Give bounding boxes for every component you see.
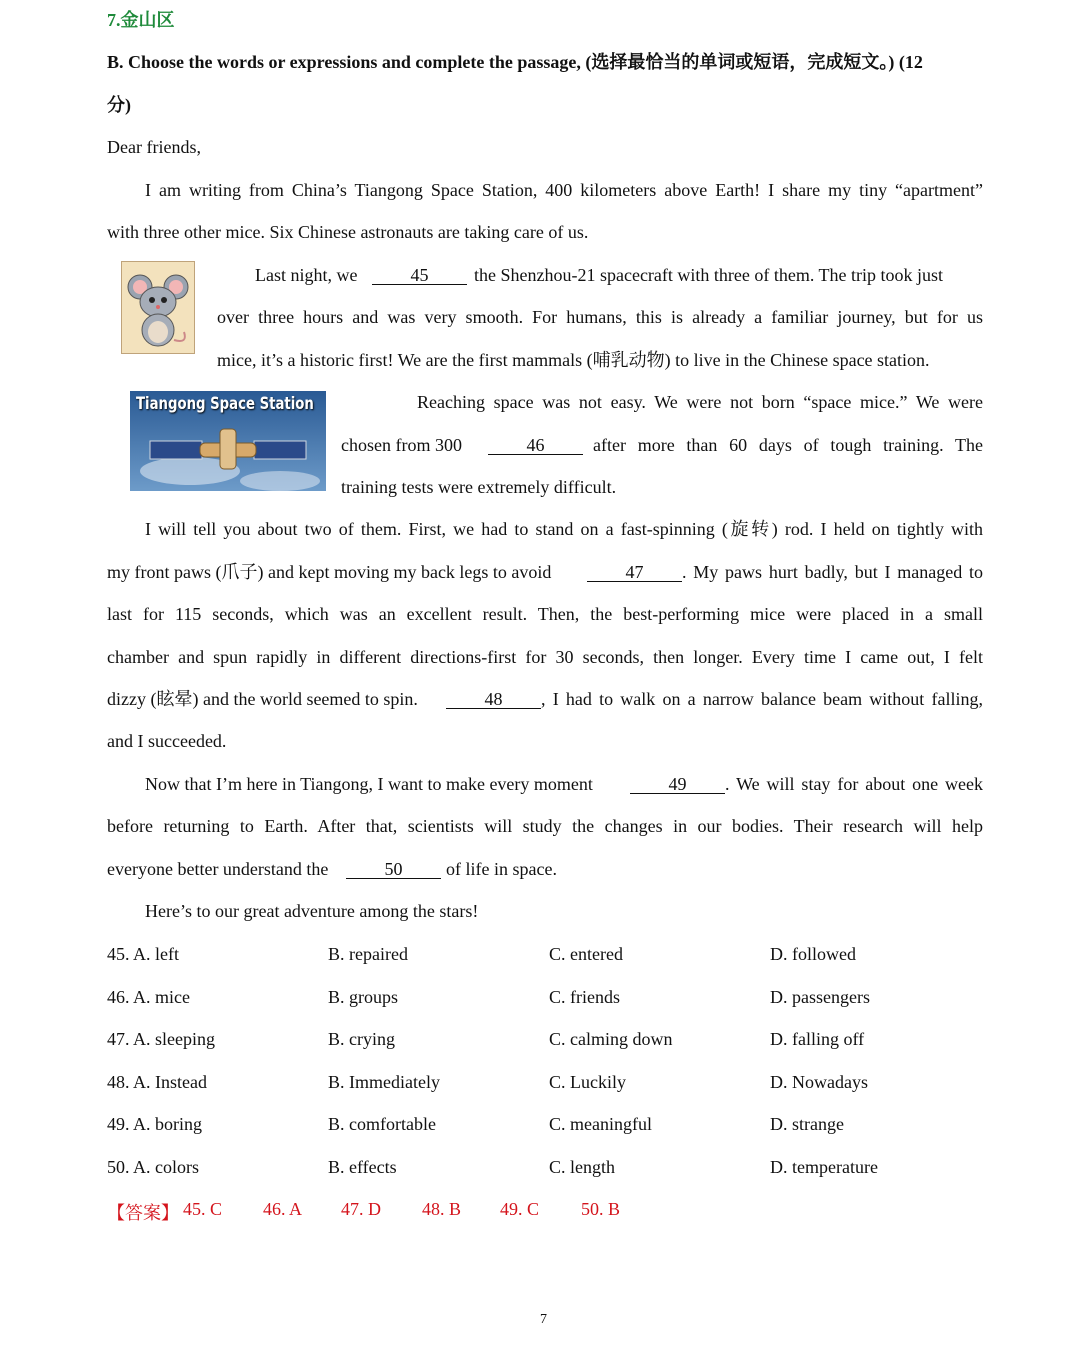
blank-45[interactable]: 45	[372, 266, 467, 285]
para4-line2-end: . My paws hurt badly, but I managed to	[682, 562, 983, 582]
option-c[interactable]: C. friends	[549, 987, 620, 1007]
question-row	[107, 944, 987, 966]
option-c[interactable]: C. meaningful	[549, 1114, 652, 1134]
para5-line3-start: everyone better understand the	[107, 859, 329, 879]
para3-line2-end: after more than 60 days of tough training. The	[593, 435, 983, 455]
answer-item: 48. B	[422, 1199, 462, 1219]
blank-48[interactable]: 48	[446, 690, 541, 709]
cartoon-mouse-image	[121, 261, 195, 354]
option-a[interactable]: 49. A. boring	[107, 1114, 203, 1134]
instructions-cont: 分)	[107, 95, 131, 115]
greeting: Dear friends,	[107, 137, 201, 157]
question-row	[107, 1114, 987, 1136]
para4-line4: chamber and spun rapidly in different directions-first for 30 seconds, then longer. Every time I came out, I felt	[107, 647, 983, 667]
blank-50[interactable]: 50	[346, 860, 441, 879]
para4-line6: and I succeeded.	[107, 731, 227, 751]
option-b[interactable]: B. repaired	[328, 944, 408, 964]
answer-item: 49. C	[500, 1199, 540, 1219]
para5-line3-end: of life in space.	[446, 859, 557, 879]
para2-line2: over three hours and was very smooth. For humans, this is already a familiar journey, but for us	[217, 307, 983, 327]
answer-item: 47. D	[341, 1199, 381, 1219]
option-a[interactable]: 45. A. left	[107, 944, 179, 964]
option-c[interactable]: C. length	[549, 1157, 615, 1177]
option-b[interactable]: B. comfortable	[328, 1114, 436, 1134]
option-b[interactable]: B. groups	[328, 987, 399, 1007]
option-d[interactable]: D. falling off	[770, 1029, 865, 1049]
page-number: 7	[540, 1312, 547, 1327]
para4-line5-end: , I had to walk on a narrow balance beam without falling,	[541, 689, 983, 709]
para2-line1-start: Last night, we	[255, 265, 358, 285]
instructions: B. Choose the words or expressions and complete the passage, (选择最恰当的单词或短语，完成短文。) (12	[107, 52, 923, 72]
option-b[interactable]: B. effects	[328, 1157, 397, 1177]
option-a[interactable]: 46. A. mice	[107, 987, 190, 1007]
para4-line5-start: dizzy (眩晕) and the world seemed to spin.	[107, 689, 418, 709]
blank-49[interactable]: 49	[630, 775, 725, 794]
answer-label: 【答案】	[107, 1203, 179, 1223]
para5-line1-start: Now that I’m here in Tiangong, I want to make every moment	[145, 774, 593, 794]
para4-line3: last for 115 seconds, which was an excellent result. Then, the best-performing mice were placed in a small	[107, 604, 983, 624]
option-a[interactable]: 47. A. sleeping	[107, 1029, 215, 1049]
para2-line3: mice, it’s a historic first! We are the first mammals (哺乳动物) to live in the Chinese space station.	[217, 350, 930, 370]
option-b[interactable]: B. Immediately	[328, 1072, 440, 1092]
para5-line1-end: . We will stay for about one week	[725, 774, 983, 794]
para4-line1: I will tell you about two of them. First, we had to stand on a fast-spinning (旋转) rod. I held on tightly with	[145, 519, 983, 539]
option-d[interactable]: D. temperature	[770, 1157, 878, 1177]
para3-line3: training tests were extremely difficult.	[341, 477, 617, 497]
question-row	[107, 1072, 987, 1094]
para4-line2-start: my front paws (爪子) and kept moving my back legs to avoid	[107, 562, 552, 582]
para3-line1: Reaching space was not easy. We were not born “space mice.” We were	[417, 392, 983, 412]
option-c[interactable]: C. entered	[549, 944, 623, 964]
option-c[interactable]: C. calming down	[549, 1029, 673, 1049]
option-d[interactable]: D. strange	[770, 1114, 844, 1134]
option-d[interactable]: D. passengers	[770, 987, 870, 1007]
answer-key	[107, 1199, 987, 1221]
answer-item: 50. B	[581, 1199, 621, 1219]
option-b[interactable]: B. crying	[328, 1029, 395, 1049]
blank-47[interactable]: 47	[587, 563, 682, 582]
answer-item: 46. A	[263, 1199, 303, 1219]
section-label: 7.金山区	[107, 10, 175, 30]
option-d[interactable]: D. followed	[770, 944, 856, 964]
closing-line: Here’s to our great adventure among the stars!	[145, 901, 479, 921]
question-row	[107, 1157, 987, 1179]
option-d[interactable]: D. Nowadays	[770, 1072, 868, 1092]
station-image-caption: Tiangong Space Station	[136, 394, 314, 414]
question-row	[107, 987, 987, 1009]
option-a[interactable]: 50. A. colors	[107, 1157, 199, 1177]
para5-line2: before returning to Earth. After that, scientists will study the changes in our bodies. Their research will help	[107, 816, 983, 836]
para1-line2: with three other mice. Six Chinese astronauts are taking care of us.	[107, 222, 589, 242]
blank-46[interactable]: 46	[488, 436, 583, 455]
question-row	[107, 1029, 987, 1051]
space-station-image	[130, 391, 326, 491]
answer-item: 45. C	[183, 1199, 223, 1219]
para1-line1: I am writing from China’s Tiangong Space Station, 400 kilometers above Earth! I share my tiny “apartment”	[145, 180, 983, 200]
option-a[interactable]: 48. A. Instead	[107, 1072, 207, 1092]
option-c[interactable]: C. Luckily	[549, 1072, 626, 1092]
para2-line1-end: the Shenzhou-21 spacecraft with three of them. The trip took just	[474, 265, 944, 285]
para3-line2-start: chosen from 300	[341, 435, 462, 455]
